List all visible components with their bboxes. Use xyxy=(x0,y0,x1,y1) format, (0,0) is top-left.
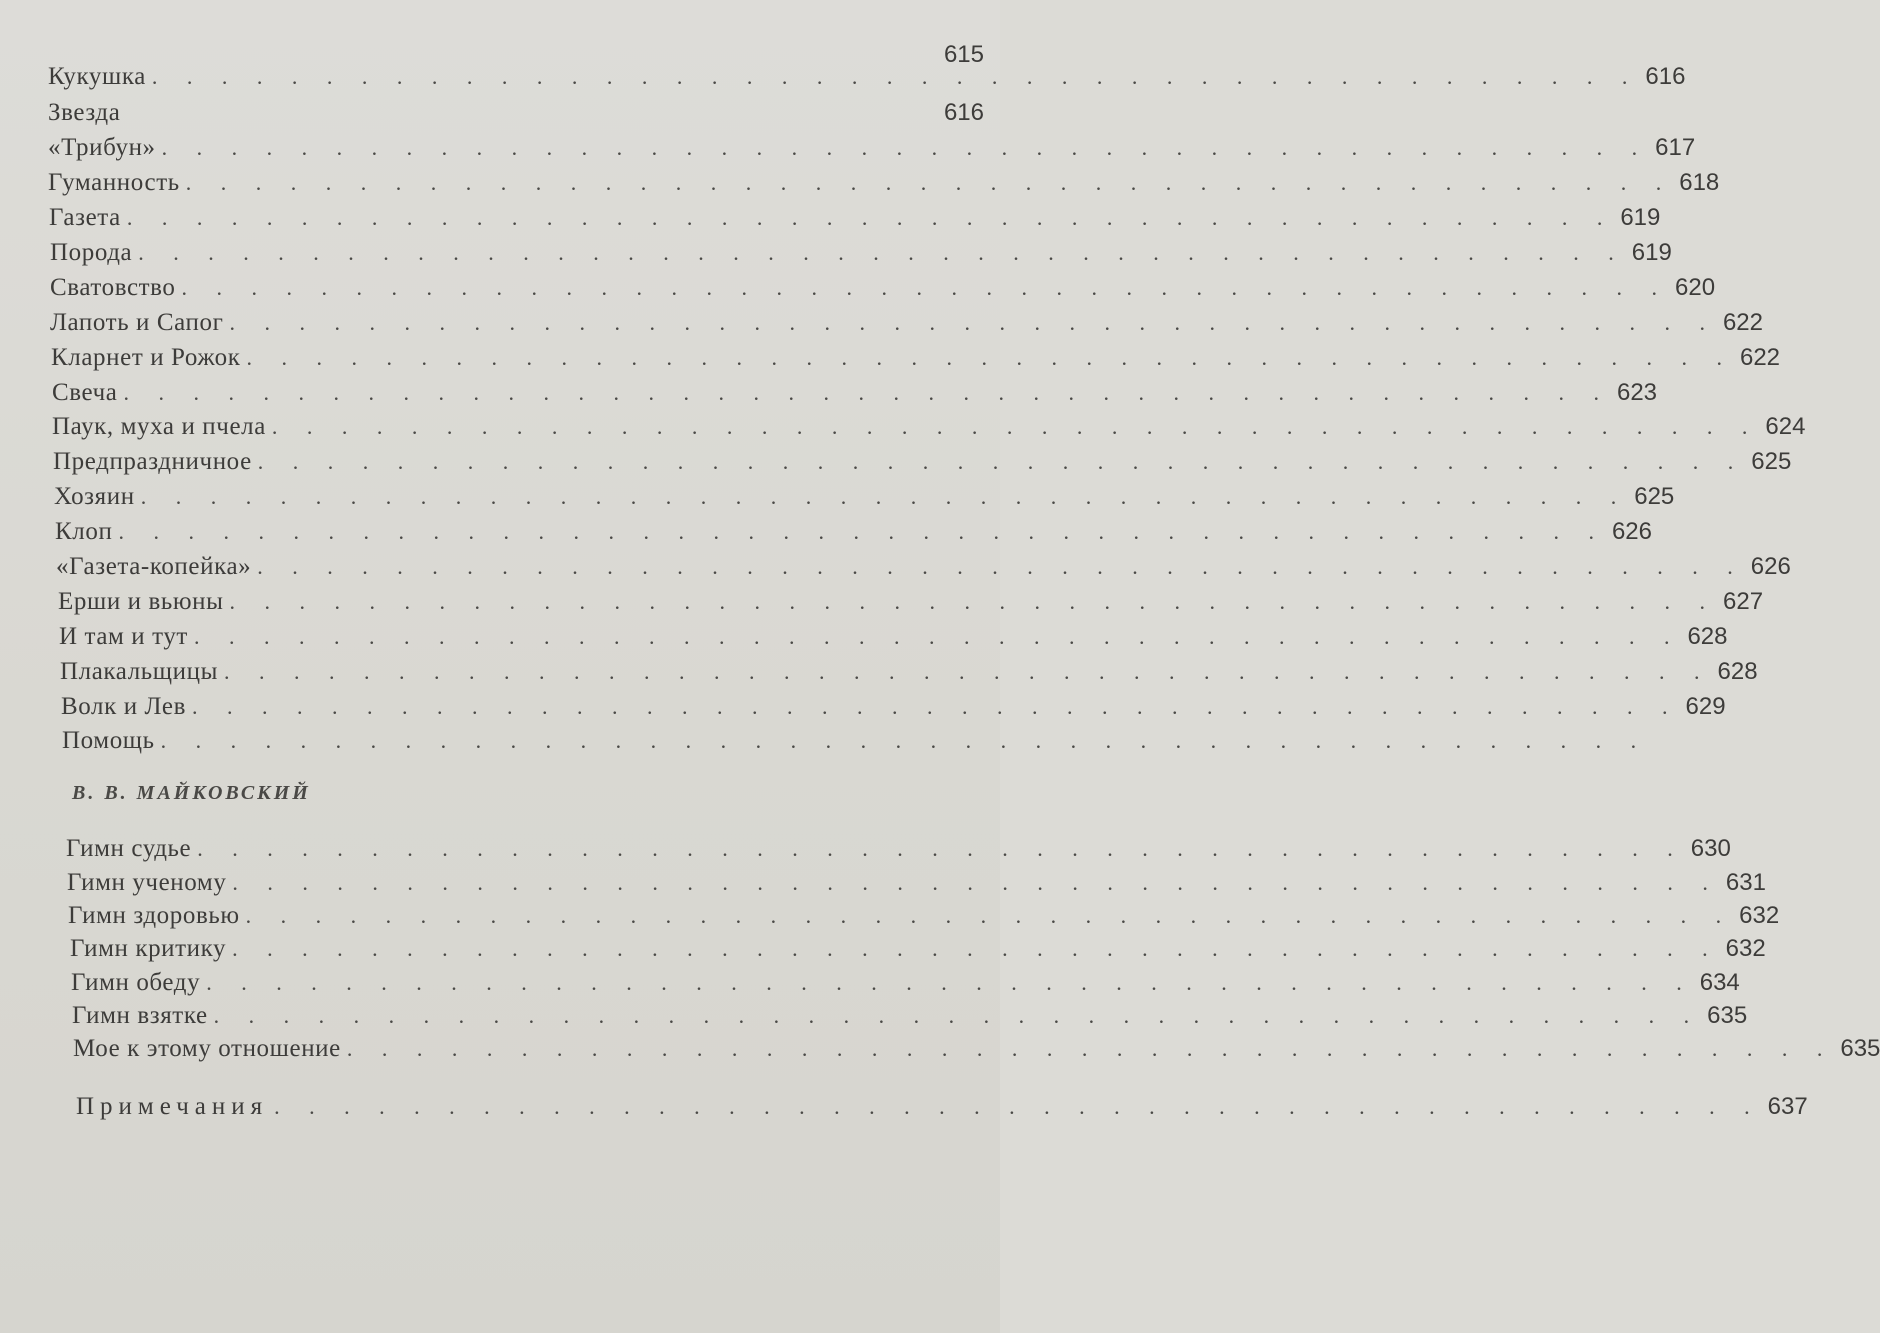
toc-page-number: 617 xyxy=(1655,134,1696,161)
dot-leader: . . . . . . . . . . . . . . . . . . . . . . . . . . . . . . . . . . . . . . . . . . . xyxy=(192,694,1680,719)
toc-entry xyxy=(67,866,1766,900)
toc-title: Гимн судье xyxy=(66,835,192,862)
dot-leader: . . . . . . . . . . . . . . . . . . . . . . . . . . . . . . . . . . . . . . . . . . . xyxy=(229,589,1718,614)
dot-leader: . . . . . . . . . . . . . . . . . . . . . . . . . . . . . . . . . . . . . . . . . . . xyxy=(138,240,1626,265)
dot-leader: . . . . . . . . . . . . . . . . . . . . . . . . . . . . . . . . . . . . . . . . . . . xyxy=(185,170,1674,195)
toc-entry xyxy=(68,899,1780,933)
toc-title: Гимн взятке xyxy=(72,1002,208,1029)
dot-leader: . . . . . . . . . . . . . . . . . . . . . . . . . . . . . . . . . . . . . . . . . . . xyxy=(160,728,1649,753)
toc-page-number: 626 xyxy=(1750,553,1791,580)
toc-title: Мое к этому отношение xyxy=(73,1035,341,1062)
dot-leader: . . . . . . . . . . . . . . . . . . . . . . . . . . . . . . . . . . . . . . . . . . . xyxy=(271,414,1760,439)
toc-entry xyxy=(52,410,1806,444)
toc-title: «Трибун» xyxy=(48,134,156,161)
toc-page-number: 632 xyxy=(1739,902,1780,929)
toc-page-number: 616 xyxy=(1645,63,1686,90)
toc-page-number: 615 xyxy=(943,41,984,68)
toc-entry xyxy=(66,832,1731,866)
toc-page-number: 637 xyxy=(1767,1093,1808,1120)
toc-entry xyxy=(52,376,1658,410)
toc-entry-notes xyxy=(76,1090,1808,1124)
toc-title: Гуманность xyxy=(48,169,180,196)
toc-title: Ерши и вьюны xyxy=(58,588,224,615)
dot-leader: . . . . . . . . . . . . . . . . . . . . . . . . . . . . . . . . . . . . . . . . . . . xyxy=(274,1094,1762,1119)
toc-page-number: 629 xyxy=(1685,693,1726,720)
toc-entry xyxy=(60,655,1758,689)
dot-leader: . . . . . . . . . . . . . . . . . . . . . . . . . . . . . . . . . . . . . . . . . . . xyxy=(140,484,1629,509)
toc-page-number: 631 xyxy=(1725,869,1766,896)
dot-leader: . . . . . . . . . . . . . . . . . . . . . . . . . . . . . . . . . . . . . . . . . . . xyxy=(257,449,1746,474)
toc-entry xyxy=(58,585,1764,619)
toc-page-number: 624 xyxy=(1765,413,1806,440)
dot-leader: . . . . . . . . . . . . . . . . . . . . . . . . . . . . . . . . . . . . . . . . . . . xyxy=(213,1003,1702,1028)
toc-page-number: 628 xyxy=(1687,623,1728,650)
toc-entry xyxy=(73,1032,1880,1066)
toc-title: Гимн критику xyxy=(70,935,227,962)
toc-title: Кукушка xyxy=(48,63,146,90)
toc-title: Плакальщицы xyxy=(60,658,218,685)
toc-title: И там и тут xyxy=(59,623,188,650)
author-heading: В. В. МАЙКОВСКИЙ xyxy=(72,782,311,804)
toc-entry xyxy=(48,131,1696,165)
toc-entry xyxy=(49,201,1661,235)
dot-leader: . . . . . . . . . . . . . . . . . . . . . . . . . . . . . . . . . . . . . . . . . . . xyxy=(151,64,1640,89)
toc-title: Кларнет и Рожок xyxy=(51,344,241,371)
toc-page-number: 627 xyxy=(1723,588,1764,615)
toc-title: Волк и Лев xyxy=(61,693,187,720)
dot-leader: . . . . . . . . . . . . . . . . . . . . . . . . . . . . . . . . . . . . . . . . . . . xyxy=(229,310,1717,335)
toc-page-number: 620 xyxy=(1675,274,1716,301)
toc-title: Лапоть и Сапог xyxy=(50,309,224,336)
toc-title: Клоп xyxy=(55,518,113,545)
toc-page-number: 622 xyxy=(1722,309,1763,336)
toc-title: Примечания xyxy=(76,1093,269,1120)
dot-leader: . . . . . . . . . . . . . . . . . . . . . . . . . . . . . . . . . . . . . . . . . . . xyxy=(246,345,1734,370)
toc-title: Порода xyxy=(50,239,133,266)
toc-page-number: 630 xyxy=(1690,835,1731,862)
dot-leader: . . . . . . . . . . . . . . . . . . . . . . . . . . . . . . . . . . . . . . . . . . . xyxy=(346,1036,1835,1061)
dot-leader: . . . . . . . . . . . . . . . . . . . . . . . . . . . . . . . . . . . . . . . . . . . xyxy=(181,275,1670,300)
toc-entry xyxy=(55,515,1652,549)
toc-title: «Газета-копейка» xyxy=(56,553,252,580)
toc-entry xyxy=(70,932,1766,966)
toc-title: Предпраздничное xyxy=(53,448,252,475)
toc-title: Газета xyxy=(49,204,121,231)
dot-leader: . . . . . . . . . . . . . . . . . . . . . . . . . . . . . . . . . . . . . . . . . . . xyxy=(232,936,1720,961)
toc-page-number: 622 xyxy=(1739,344,1781,371)
toc-page-number: 632 xyxy=(1725,935,1766,962)
toc-entry xyxy=(71,966,1740,1000)
toc-entry xyxy=(48,166,1720,200)
toc-page-number: 635 xyxy=(1840,1035,1880,1062)
toc-entry xyxy=(62,724,1649,758)
toc-entry xyxy=(59,620,1728,654)
toc-page-number: 618 xyxy=(1679,169,1720,196)
toc-page-number: 628 xyxy=(1717,658,1758,685)
toc-title: Паук, муха и пчела xyxy=(52,413,266,440)
toc-entry xyxy=(50,236,1672,270)
toc-page-number: 635 xyxy=(1707,1002,1748,1029)
dot-leader: . . . . . . . . . . . . . . . . . . . . . . . . . . . . . . . . . . . . . . . . . . . xyxy=(126,205,1615,230)
toc-entry xyxy=(50,306,1763,340)
toc-entry xyxy=(51,341,1781,375)
toc-page-number: 625 xyxy=(1751,448,1792,475)
toc-entry xyxy=(48,96,984,130)
toc-page-number: 634 xyxy=(1699,969,1740,996)
toc-entry xyxy=(48,60,1686,94)
toc-title: Свеча xyxy=(52,379,118,406)
toc-title: Сватовство xyxy=(50,274,176,301)
toc-title: Гимн здоровью xyxy=(68,902,240,929)
toc-title: Звезда xyxy=(48,99,121,126)
toc-page-number: 625 xyxy=(1634,483,1675,510)
toc-page-number: 626 xyxy=(1611,518,1652,545)
toc-page-number: 619 xyxy=(1631,239,1672,266)
toc-page-number: 623 xyxy=(1616,379,1658,406)
dot-leader: . . . . . . . . . . . . . . . . . . . . . . . . . . . . . . . . . . . . . . . . . . . xyxy=(245,903,1734,928)
toc-entry xyxy=(61,690,1726,724)
dot-leader: . . . . . . . . . . . . . . . . . . . . . . . . . . . . . . . . . . . . . . . . . . . xyxy=(197,836,1685,861)
toc-title: Гимн ученому xyxy=(67,869,227,896)
toc-entry xyxy=(50,271,1716,305)
toc-title: Гимн обеду xyxy=(71,969,201,996)
dot-leader: . . . . . . . . . . . . . . . . . . . . . . . . . . . . . . . . . . . . . . . . . . . xyxy=(193,624,1682,649)
dot-leader: . . . . . . . . . . . . . . . . . . . . . . . . . . . . . . . . . . . . . . . . . . . xyxy=(161,135,1650,160)
toc-page-number: 619 xyxy=(1620,204,1661,231)
toc-entry xyxy=(53,445,1792,479)
dot-leader: . . . . . . . . . . . . . . . . . . . . . . . . . . . . . . . . . . . . . . . . . . . xyxy=(123,380,1611,405)
toc-entry xyxy=(54,480,1675,514)
toc-entry xyxy=(72,999,1748,1033)
toc-title: Хозяин xyxy=(54,483,135,510)
dot-leader: . . . . . . . . . . . . . . . . . . . . . . . . . . . . . . . . . . . . . . . . . . . xyxy=(224,659,1712,684)
dot-leader: . . . . . . . . . . . . . . . . . . . . . . . . . . . . . . . . . . . . . . . . . . . xyxy=(257,554,1745,579)
toc-page-number: 616 xyxy=(943,99,984,126)
toc-title: Помощь xyxy=(62,727,155,754)
dot-leader: . . . . . . . . . . . . . . . . . . . . . . . . . . . . . . . . . . . . . . . . . . . xyxy=(232,870,1720,895)
toc-entry xyxy=(56,550,1791,584)
dot-leader: . . . . . . . . . . . . . . . . . . . . . . . . . . . . . . . . . . . . . . . . . . . xyxy=(118,519,1606,544)
dot-leader: . . . . . . . . . . . . . . . . . . . . . . . . . . . . . . . . . . . . . . . . . . . xyxy=(206,970,1694,995)
